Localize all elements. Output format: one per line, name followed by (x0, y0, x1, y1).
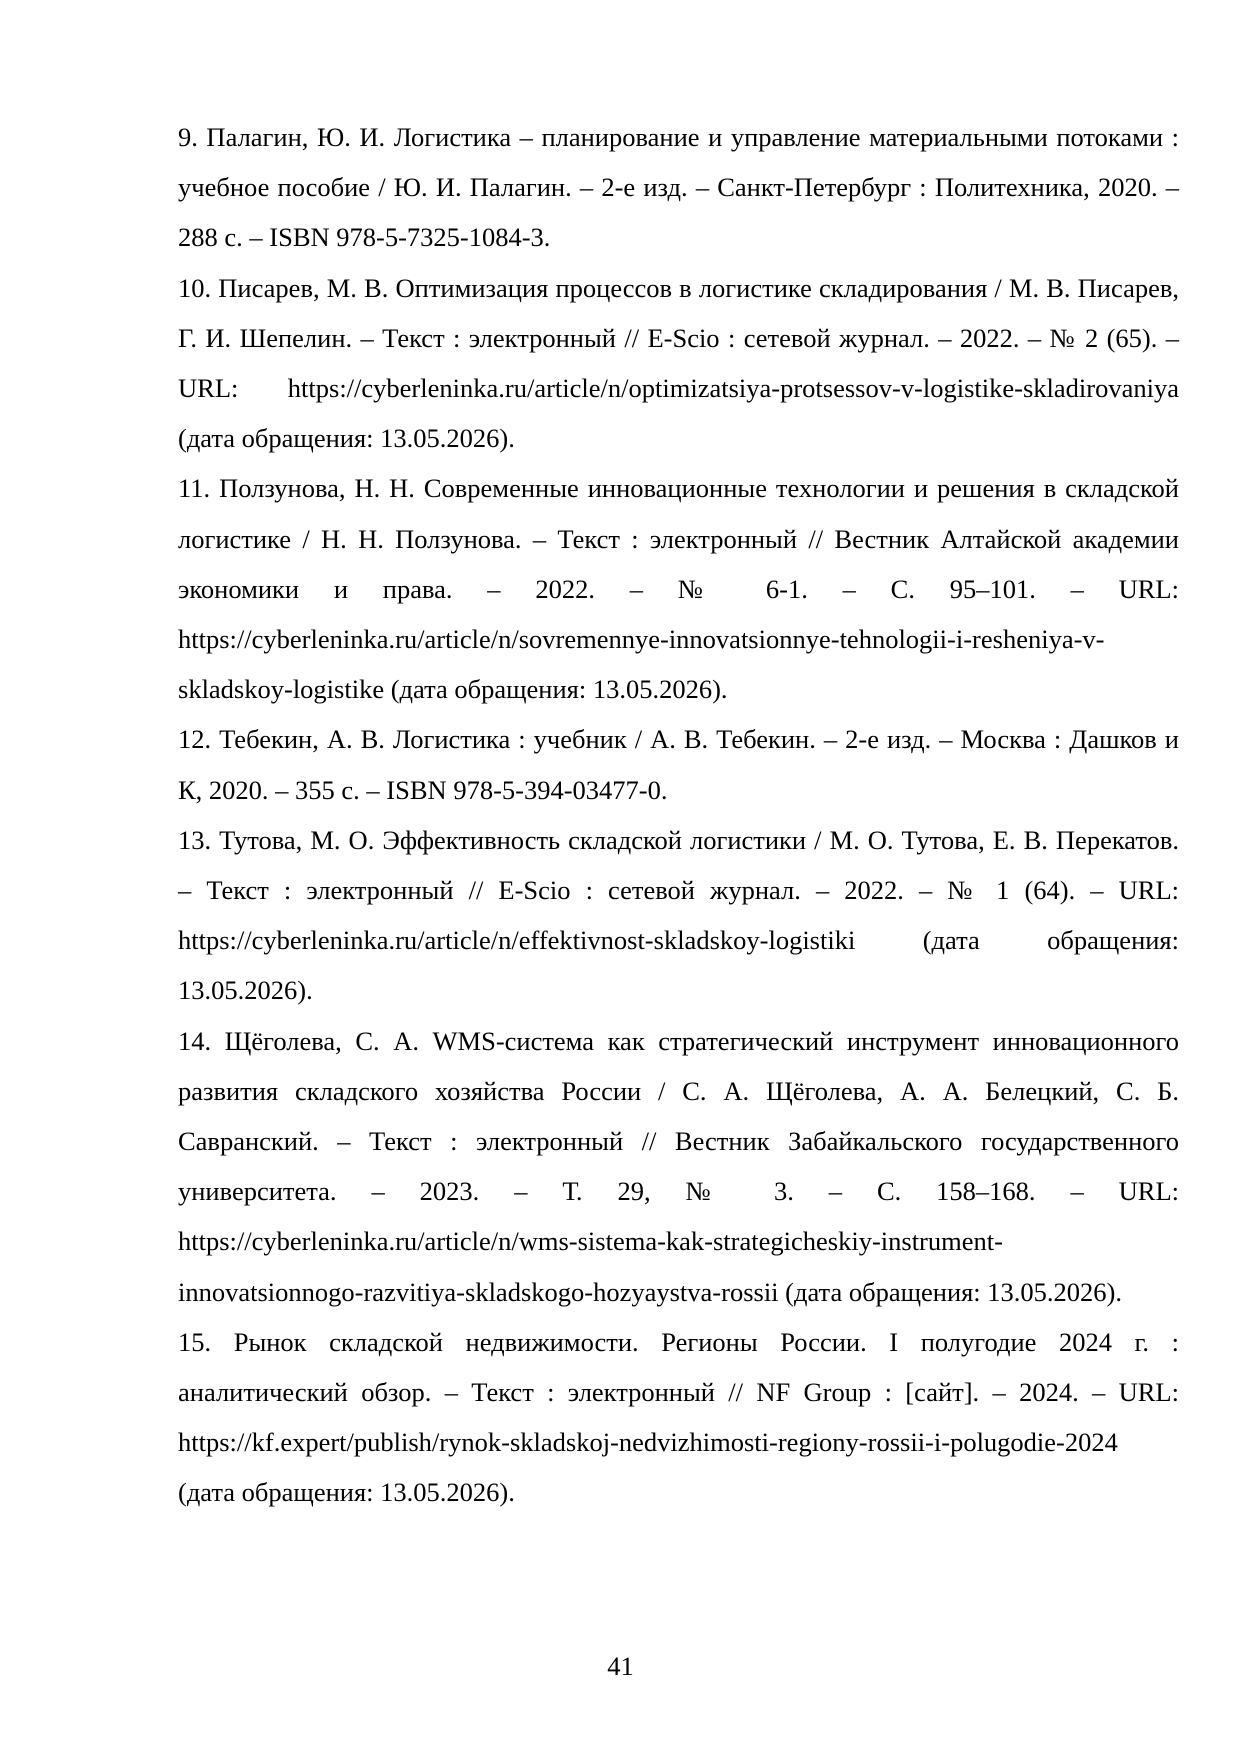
page-number: 41 (607, 1651, 634, 1681)
reference-item-15: 15. Рынок складской недвижимости. Регионы России. I полугодие 2024 г. : аналитический обзор. – Текст : электронный // NF Group : [сайт]. – 2024. – URL: https://kf.expert/publish/rynok-skladskoj-nedvizhimosti-regiony-rossii-i-polugodie-2024 (дата обращения: 13.05.2026). (178, 1326, 1179, 1508)
reference-list (178, 112, 1179, 1518)
reference-item-12: 12. Тебекин, А. В. Логистика : учебник / А. В. Тебекин. – 2-е изд. – Москва : Дашков и К, 2020. – 355 с. – ISBN 978-5-394-03477-0. (178, 724, 1179, 805)
reference-item-13: 13. Тутова, М. О. Эффективность складской логистики / М. О. Тутова, Е. В. Перекатов. – Текст : электронный // E-Scio : сетевой журнал. – 2022. – № 1 (64). – URL: https://cyberleninka.ru/article/n/effektivnost-skladskoy-logistiki (дата обращения: 13.05.2026). (178, 824, 1179, 1006)
reference-item-10: 10. Писарев, М. В. Оптимизация процессов в логистике складирования / М. В. Писарев, Г. И. Шепелин. – Текст : электронный // E-Scio : сетевой журнал. – 2022. – № 2 (65). – URL: https://cyberleninka.ru/article/n/optimizatsiya-protsessov-v-logistike-skladirovaniya (дата обращения: 13.05.2026). (178, 272, 1179, 454)
reference-item-11: 11. Ползунова, Н. Н. Современные инновационные технологии и решения в складской логистике / Н. Н. Ползунова. – Текст : электронный // Вестник Алтайской академии экономики и права. – 2022. – № 6-1. – С. 95–101. – URL: https://cyberleninka.ru/article/n/sovremennye-innovatsionnye-tehnologii-i-resheniya-v-skladskoy-logistike (дата обращения: 13.05.2026). (178, 473, 1179, 705)
reference-item-9: 9. Палагин, Ю. И. Логистика – планирование и управление материальными потоками : учебное пособие / Ю. И. Палагин. – 2-е изд. – Санкт-Петербург : Политехника, 2020. – 288 с. – ISBN 978-5-7325-1084-3. (178, 122, 1179, 253)
reference-item-14: 14. Щёголева, С. А. WMS-система как стратегический инструмент инновационного развития складского хозяйства России / С. А. Щёголева, А. А. Белецкий, С. Б. Савранский. – Текст : электронный // Вестник Забайкальского государственного университета. – 2023. – Т. 29, № 3. – С. 158–168. – URL: https://cyberleninka.ru/article/n/wms-sistema-kak-strategicheskiy-instrument-innovatsionnogo-razvitiya-skladskogo-hozyaystva-rossii (дата обращения: 13.05.2026). (178, 1025, 1179, 1307)
